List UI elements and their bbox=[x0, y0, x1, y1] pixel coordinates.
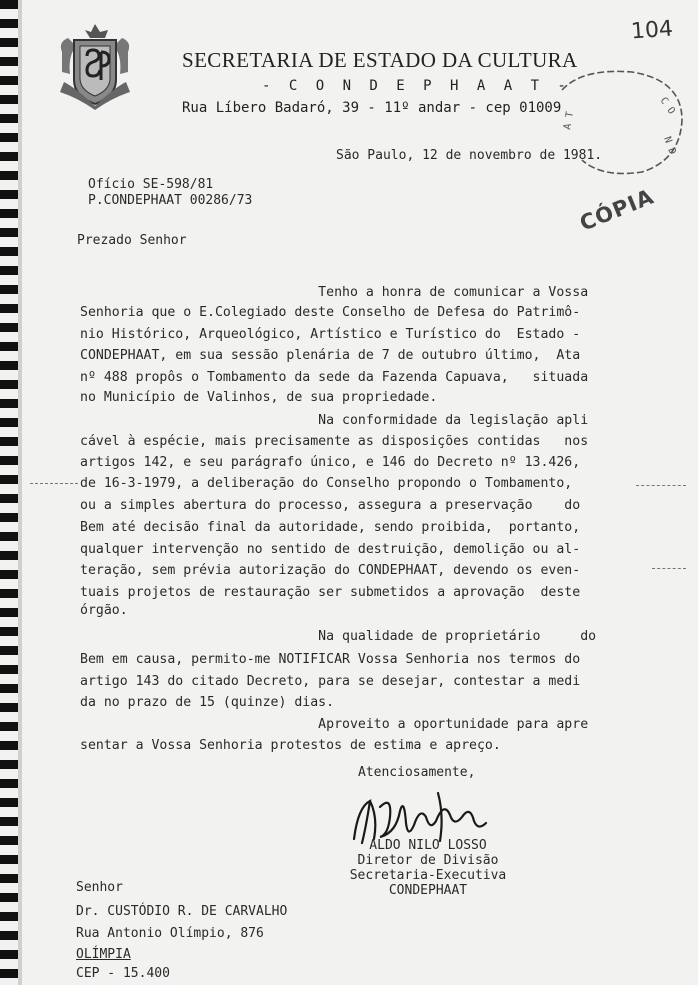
body-line: CONDEPHAAT, em sua sessão plenária de 7 de outubro último, Ata bbox=[80, 348, 581, 363]
handwritten-page-number: 104 bbox=[630, 16, 674, 45]
spiral-binding bbox=[0, 0, 18, 985]
process-reference: P.CONDEPHAAT 00286/73 bbox=[88, 193, 253, 208]
margin-dash-right bbox=[636, 485, 686, 486]
body-line: da no prazo de 15 (quinze) dias. bbox=[80, 695, 335, 710]
body-line: Bem em causa, permito-me NOTIFICAR Vossa Senhoria nos termos do bbox=[80, 652, 581, 667]
closing: Atenciosamente, bbox=[358, 765, 476, 780]
margin-dash-left bbox=[30, 483, 78, 484]
body-line: cável à espécie, mais precisamente as disposições contidas nos bbox=[80, 434, 589, 449]
body-line: órgão. bbox=[80, 603, 128, 618]
salutation: Prezado Senhor bbox=[77, 233, 187, 248]
body-line: sentar a Vossa Senhoria protestos de estima e apreço. bbox=[80, 738, 501, 753]
signatory-office: Secretaria-Executiva bbox=[349, 868, 507, 883]
signatory-agency: CONDEPHAAT bbox=[388, 883, 468, 898]
body-line: Na qualidade de proprietário do bbox=[80, 629, 597, 644]
recipient-salutation: Senhor bbox=[76, 880, 123, 895]
body-line: no Município de Valinhos, de sua propriedade. bbox=[80, 390, 438, 405]
body-line: artigo 143 do citado Decreto, para se desejar, contestar a medi bbox=[80, 674, 581, 689]
body-line: Aproveito a oportunidade para apre bbox=[80, 717, 589, 732]
svg-text:C O: C O bbox=[657, 95, 677, 117]
signatory-name: ALDO NILO LOSSO bbox=[369, 838, 487, 853]
body-line: ou a simples abertura do processo, assegura a preservação do bbox=[80, 498, 581, 513]
recipient-street: Rua Antonio Olímpio, 876 bbox=[76, 926, 264, 941]
svg-text:N D: N D bbox=[661, 135, 678, 156]
signatory-title: Diretor de Divisão bbox=[357, 853, 499, 868]
copy-stamp: CÓPIA bbox=[576, 184, 658, 236]
body-line: Bem até decisão final da autoridade, sendo proibida, portanto, bbox=[80, 520, 581, 535]
body-line: Senhoria que o E.Colegiado deste Conselho de Defesa do Patrimô- bbox=[80, 305, 581, 320]
body-line: nº 488 propôs o Tombamento da sede da Fazenda Capuava, situada bbox=[80, 370, 589, 385]
body-line: teração, sem prévia autorização do CONDEPHAAT, devendo os even- bbox=[80, 563, 581, 578]
margin-dash-right-lower bbox=[652, 568, 686, 569]
recipient-postcode: CEP - 15.400 bbox=[76, 966, 170, 981]
coat-of-arms-icon bbox=[56, 22, 134, 110]
ministry-title: SECRETARIA DE ESTADO DA CULTURA bbox=[182, 48, 578, 72]
body-line: qualquer intervenção no sentido de destruição, demolição ou al- bbox=[80, 542, 581, 557]
office-reference: Ofício SE-598/81 bbox=[88, 177, 214, 192]
svg-text:A T: A T bbox=[562, 110, 577, 131]
body-line: nio Histórico, Arqueológico, Artístico e Turístico do Estado - bbox=[80, 327, 581, 342]
body-line: Tenho a honra de comunicar a Vossa bbox=[80, 285, 589, 300]
body-line: Na conformidade da legislação apli bbox=[80, 413, 589, 428]
body-line: de 16-3-1979, a deliberação do Conselho propondo o Tombamento, bbox=[80, 476, 573, 491]
letter-date: São Paulo, 12 de novembro de 1981. bbox=[336, 148, 603, 163]
binding-shadow bbox=[18, 0, 22, 985]
body-line: tuais projetos de restauração ser submetidos a aprovação deste bbox=[80, 585, 581, 600]
body-line: artigos 142, e seu parágrafo único, e 146 do Decreto nº 13.426, bbox=[80, 455, 581, 470]
recipient-city: OLÍMPIA bbox=[76, 947, 131, 962]
letterhead-address: Rua Líbero Badaró, 39 - 11º andar - cep 01009 bbox=[182, 100, 562, 116]
agency-subtitle: - C O N D E P H A A T - bbox=[262, 78, 571, 94]
recipient-name: Dr. CUSTÓDIO R. DE CARVALHO bbox=[76, 904, 288, 919]
signature-block bbox=[338, 838, 518, 898]
